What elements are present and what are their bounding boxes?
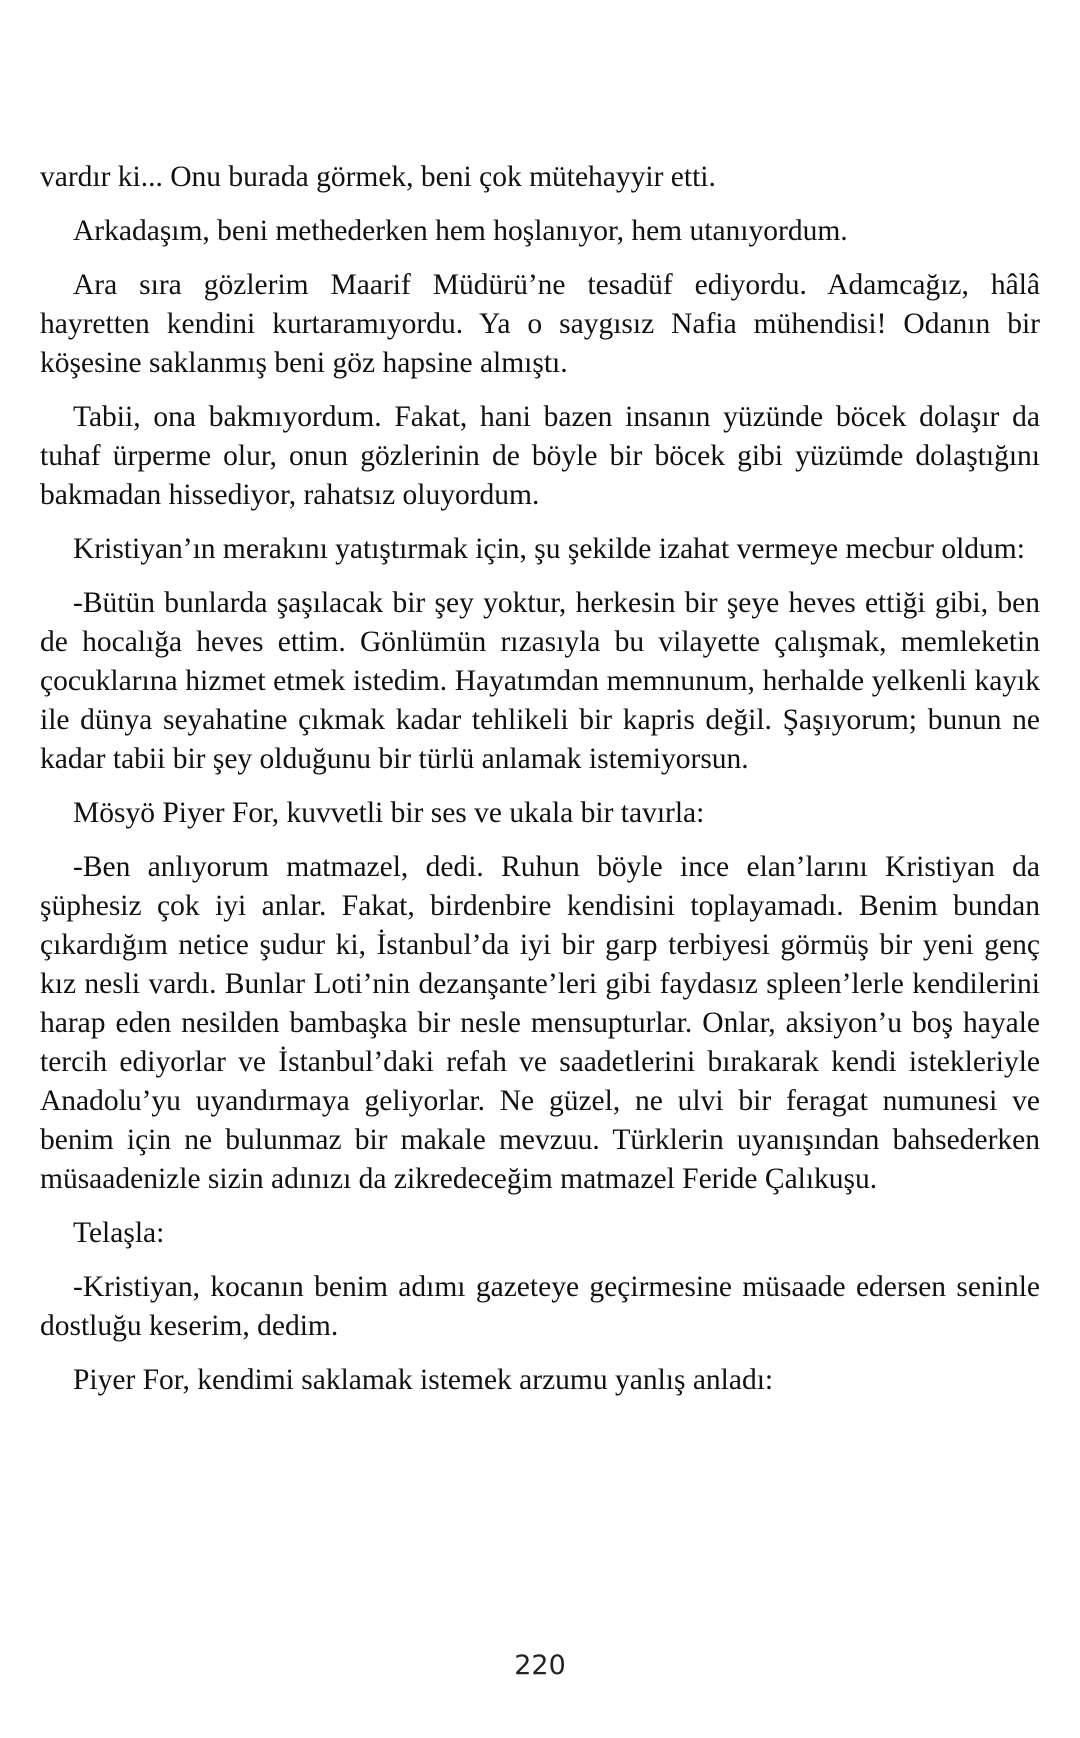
page-body: [40, 158, 1040, 1415]
paragraph: Ara sıra gözlerim Maarif Müdürü’ne tesadüf ediyordu. Adamcağız, hâlâ hayretten kendini kurtaramıyordu. Ya o saygısız Nafia mühendisi! Odanın bir köşesine saklanmış beni göz hapsine almıştı.: [40, 269, 1040, 379]
page-number: 220: [514, 1650, 566, 1681]
paragraph: -Ben anlıyorum matmazel, dedi. Ruhun böyle ince elan’larını Kristiyan da şüphesiz çok iyi anlar. Fakat, birdenbire kendisini toplayamadı. Benim bundan çıkardığım netice şudur ki, İstanbul’da iyi bir garp terbiyesi görmüş bir yeni genç kız nesli vardı. Bunlar Loti’nin dezanşante’leri gibi faydasız spleen’lerle kendilerini harap eden nesilden bambaşka bir nesle mensupturlar. Onlar, aksiyon’u boş hayale tercih ediyorlar ve İstanbul’daki refah ve saadetlerini bırakarak kendi istekleriyle Anadolu’yu uyandırmaya geliyorlar. Ne güzel, ne ulvi bir feragat numunesi ve benim için ne bulunmaz bir makale mevzuu. Türklerin uyanışından bahsederken müsaadenizle sizin adınızı da zikredeceğim matmazel Feride Çalıkuşu.: [40, 851, 1040, 1195]
paragraph: Kristiyan’ın merakını yatıştırmak için, şu şekilde izahat vermeye mecbur oldum:: [73, 533, 1025, 565]
paragraph: Telaşla:: [73, 1217, 165, 1249]
paragraph: vardır ki... Onu burada görmek, beni çok mütehayyir etti.: [40, 161, 716, 193]
paragraph: Piyer For, kendimi saklamak istemek arzumu yanlış anladı:: [73, 1364, 774, 1396]
paragraph: Tabii, ona bakmıyordum. Fakat, hani bazen insanın yüzünde böcek dolaşır da tuhaf ürperme olur, onun gözlerinin de böyle bir böcek gibi yüzümde dolaştığını bakmadan hissediyor, rahatsız oluyordum.: [40, 401, 1040, 511]
paragraph: -Bütün bunlarda şaşılacak bir şey yoktur, herkesin bir şeye heves ettiği gibi, ben de hocalığa heves ettim. Gönlümün rızasıyla bu vilayette çalışmak, memleketin çocuklarına hizmet etmek istedim. Hayatımdan memnunum, herhalde yelkenli kayık ile dünya seyahatine çıkmak kadar tehlikeli bir kapris değil. Şaşıyorum; bunun ne kadar tabii bir şey olduğunu bir türlü anlamak istemiyorsun.: [40, 587, 1040, 775]
paragraph: -Kristiyan, kocanın benim adımı gazeteye geçirmesine müsaade edersen seninle dostluğu keserim, dedim.: [40, 1271, 1040, 1342]
paragraph: Mösyö Piyer For, kuvvetli bir ses ve ukala bir tavırla:: [73, 797, 705, 829]
paragraph: Arkadaşım, beni methederken hem hoşlanıyor, hem utanıyordum.: [73, 215, 848, 247]
